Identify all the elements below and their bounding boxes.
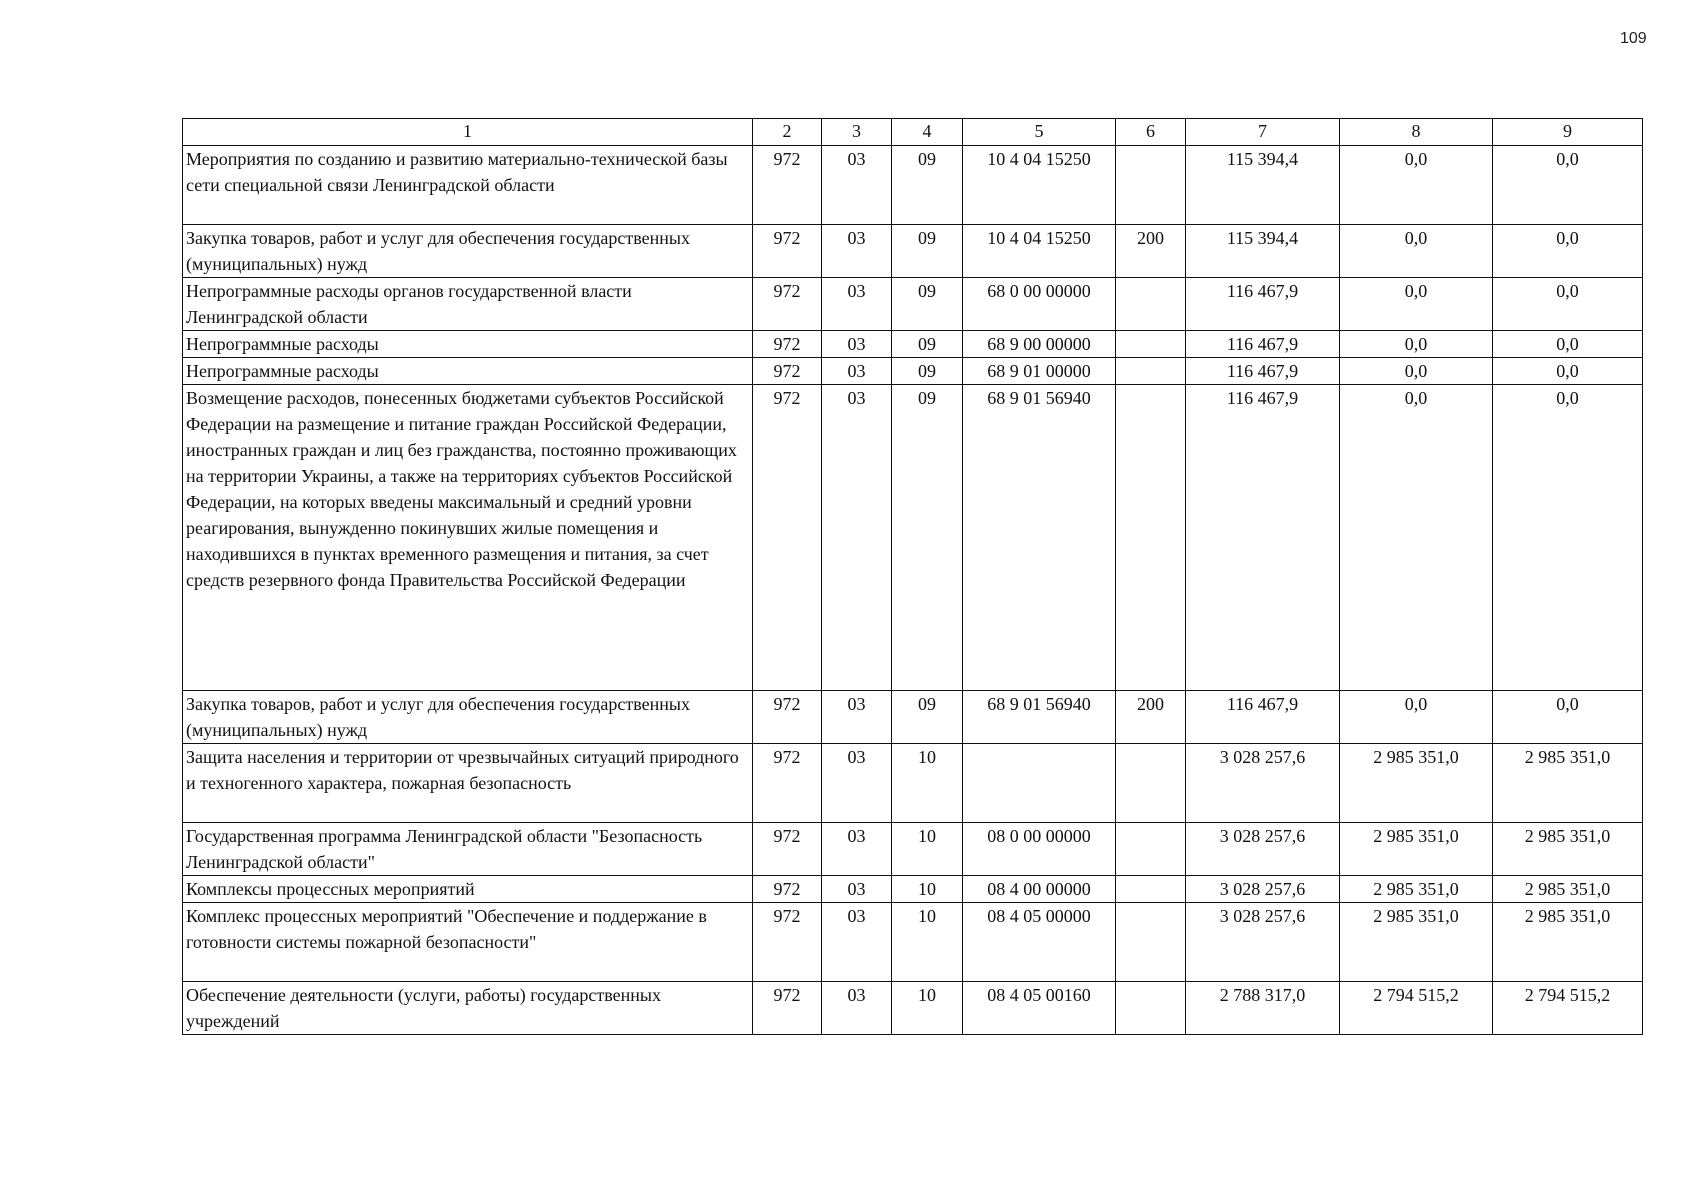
cell-code-4: 09 [892,691,963,744]
table-row [183,823,1643,876]
cell-amount-7: 116 467,9 [1186,691,1340,744]
cell-code-6 [1116,146,1186,225]
table-row [183,146,1643,225]
column-header: 9 [1493,119,1643,146]
table-row [183,385,1643,691]
cell-amount-7: 115 394,4 [1186,146,1340,225]
cell-code-3: 03 [822,146,892,225]
cell-code-5: 68 0 00 00000 [963,278,1116,331]
cell-code-2: 972 [753,225,822,278]
cell-amount-9: 0,0 [1493,358,1643,385]
cell-code-6 [1116,823,1186,876]
cell-amount-9: 2 985 351,0 [1493,903,1643,982]
cell-code-5: 08 4 05 00000 [963,903,1116,982]
cell-amount-9: 2 985 351,0 [1493,876,1643,903]
cell-code-5: 68 9 01 56940 [963,691,1116,744]
column-header: 2 [753,119,822,146]
column-header: 5 [963,119,1116,146]
cell-amount-8: 2 985 351,0 [1340,823,1493,876]
cell-code-4: 09 [892,278,963,331]
cell-amount-8: 2 985 351,0 [1340,876,1493,903]
row-name: Непрограммные расходы [183,331,753,358]
cell-amount-9: 2 985 351,0 [1493,823,1643,876]
cell-code-6 [1116,982,1186,1035]
cell-code-2: 972 [753,146,822,225]
cell-code-2: 972 [753,278,822,331]
cell-code-5 [963,744,1116,823]
table-row [183,903,1643,982]
column-header: 4 [892,119,963,146]
column-header: 6 [1116,119,1186,146]
cell-code-6: 200 [1116,691,1186,744]
cell-code-3: 03 [822,982,892,1035]
cell-code-4: 09 [892,225,963,278]
cell-code-5: 08 4 00 00000 [963,876,1116,903]
cell-code-5: 10 4 04 15250 [963,146,1116,225]
cell-code-2: 972 [753,823,822,876]
cell-amount-8: 0,0 [1340,385,1493,691]
page-number: 109 [1620,30,1647,47]
cell-code-5: 68 9 00 00000 [963,331,1116,358]
column-header: 8 [1340,119,1493,146]
cell-code-6 [1116,744,1186,823]
cell-amount-7: 3 028 257,6 [1186,823,1340,876]
cell-code-4: 09 [892,385,963,691]
cell-amount-9: 0,0 [1493,385,1643,691]
cell-code-4: 09 [892,331,963,358]
cell-code-2: 972 [753,903,822,982]
cell-code-3: 03 [822,823,892,876]
cell-code-3: 03 [822,225,892,278]
cell-amount-9: 0,0 [1493,331,1643,358]
row-name: Государственная программа Ленинградской области "Безопасность Ленинградской области" [183,823,753,876]
cell-code-2: 972 [753,385,822,691]
cell-code-2: 972 [753,691,822,744]
cell-amount-7: 3 028 257,6 [1186,903,1340,982]
row-name: Непрограммные расходы [183,358,753,385]
cell-code-5: 08 4 05 00160 [963,982,1116,1035]
cell-code-4: 10 [892,903,963,982]
cell-code-6 [1116,331,1186,358]
cell-amount-7: 2 788 317,0 [1186,982,1340,1035]
cell-code-5: 08 0 00 00000 [963,823,1116,876]
cell-amount-7: 116 467,9 [1186,385,1340,691]
table-header-row [183,119,1643,146]
cell-code-2: 972 [753,876,822,903]
cell-code-3: 03 [822,278,892,331]
cell-code-2: 972 [753,331,822,358]
cell-amount-7: 116 467,9 [1186,358,1340,385]
cell-amount-7: 116 467,9 [1186,278,1340,331]
row-name: Закупка товаров, работ и услуг для обеспечения государственных (муниципальных) нужд [183,225,753,278]
table-row [183,876,1643,903]
cell-amount-8: 2 794 515,2 [1340,982,1493,1035]
cell-code-6 [1116,903,1186,982]
row-name: Комплексы процессных мероприятий [183,876,753,903]
cell-amount-9: 2 794 515,2 [1493,982,1643,1035]
column-header: 3 [822,119,892,146]
table-row [183,278,1643,331]
cell-code-4: 10 [892,982,963,1035]
table-row [183,691,1643,744]
cell-code-3: 03 [822,744,892,823]
cell-amount-8: 0,0 [1340,146,1493,225]
table-row [183,744,1643,823]
cell-code-4: 09 [892,146,963,225]
table-row [183,358,1643,385]
cell-amount-8: 0,0 [1340,691,1493,744]
cell-code-6 [1116,278,1186,331]
cell-amount-7: 3 028 257,6 [1186,744,1340,823]
cell-amount-9: 2 985 351,0 [1493,744,1643,823]
cell-amount-8: 0,0 [1340,278,1493,331]
column-header: 1 [183,119,753,146]
table-row [183,331,1643,358]
cell-amount-7: 115 394,4 [1186,225,1340,278]
budget-table [182,118,1643,1035]
row-name: Защита населения и территории от чрезвычайных ситуаций природного и техногенного характера, пожарная безопасность [183,744,753,823]
row-name: Непрограммные расходы органов государственной власти Ленинградской области [183,278,753,331]
cell-code-3: 03 [822,385,892,691]
cell-code-4: 10 [892,876,963,903]
cell-code-4: 09 [892,358,963,385]
cell-code-5: 10 4 04 15250 [963,225,1116,278]
cell-code-4: 10 [892,823,963,876]
cell-code-3: 03 [822,358,892,385]
cell-code-2: 972 [753,358,822,385]
cell-code-3: 03 [822,691,892,744]
table-row [183,225,1643,278]
row-name: Обеспечение деятельности (услуги, работы) государственных учреждений [183,982,753,1035]
cell-amount-9: 0,0 [1493,691,1643,744]
cell-amount-9: 0,0 [1493,278,1643,331]
cell-amount-8: 0,0 [1340,358,1493,385]
row-name: Закупка товаров, работ и услуг для обеспечения государственных (муниципальных) нужд [183,691,753,744]
cell-amount-9: 0,0 [1493,146,1643,225]
column-header: 7 [1186,119,1340,146]
cell-amount-8: 0,0 [1340,225,1493,278]
cell-code-6 [1116,358,1186,385]
cell-code-6: 200 [1116,225,1186,278]
cell-code-6 [1116,385,1186,691]
cell-code-3: 03 [822,876,892,903]
cell-amount-8: 2 985 351,0 [1340,744,1493,823]
cell-amount-7: 116 467,9 [1186,331,1340,358]
cell-code-4: 10 [892,744,963,823]
cell-code-3: 03 [822,331,892,358]
cell-code-2: 972 [753,982,822,1035]
cell-amount-8: 0,0 [1340,331,1493,358]
table-row [183,982,1643,1035]
cell-code-5: 68 9 01 56940 [963,385,1116,691]
cell-code-3: 03 [822,903,892,982]
row-name: Возмещение расходов, понесенных бюджетами субъектов Российской Федерации на размещение и питание граждан Российской Федерации, иностранных граждан и лиц без гражданства, постоянно проживающих на территории Украины, а также на территориях субъектов Российской Федерации, на которых введены максимальный и средний уровни реагирования, вынужденно покинувших жилые помещения и находившихся в пунктах временного размещения и питания, за счет средств резервного фонда Правительства Российской Федерации [183,385,753,691]
cell-amount-8: 2 985 351,0 [1340,903,1493,982]
cell-code-6 [1116,876,1186,903]
cell-code-2: 972 [753,744,822,823]
cell-code-5: 68 9 01 00000 [963,358,1116,385]
cell-amount-9: 0,0 [1493,225,1643,278]
row-name: Комплекс процессных мероприятий "Обеспечение и поддержание в готовности системы пожарной безопасности" [183,903,753,982]
row-name: Мероприятия по созданию и развитию материально-технической базы сети специальной связи Ленинградской области [183,146,753,225]
cell-amount-7: 3 028 257,6 [1186,876,1340,903]
